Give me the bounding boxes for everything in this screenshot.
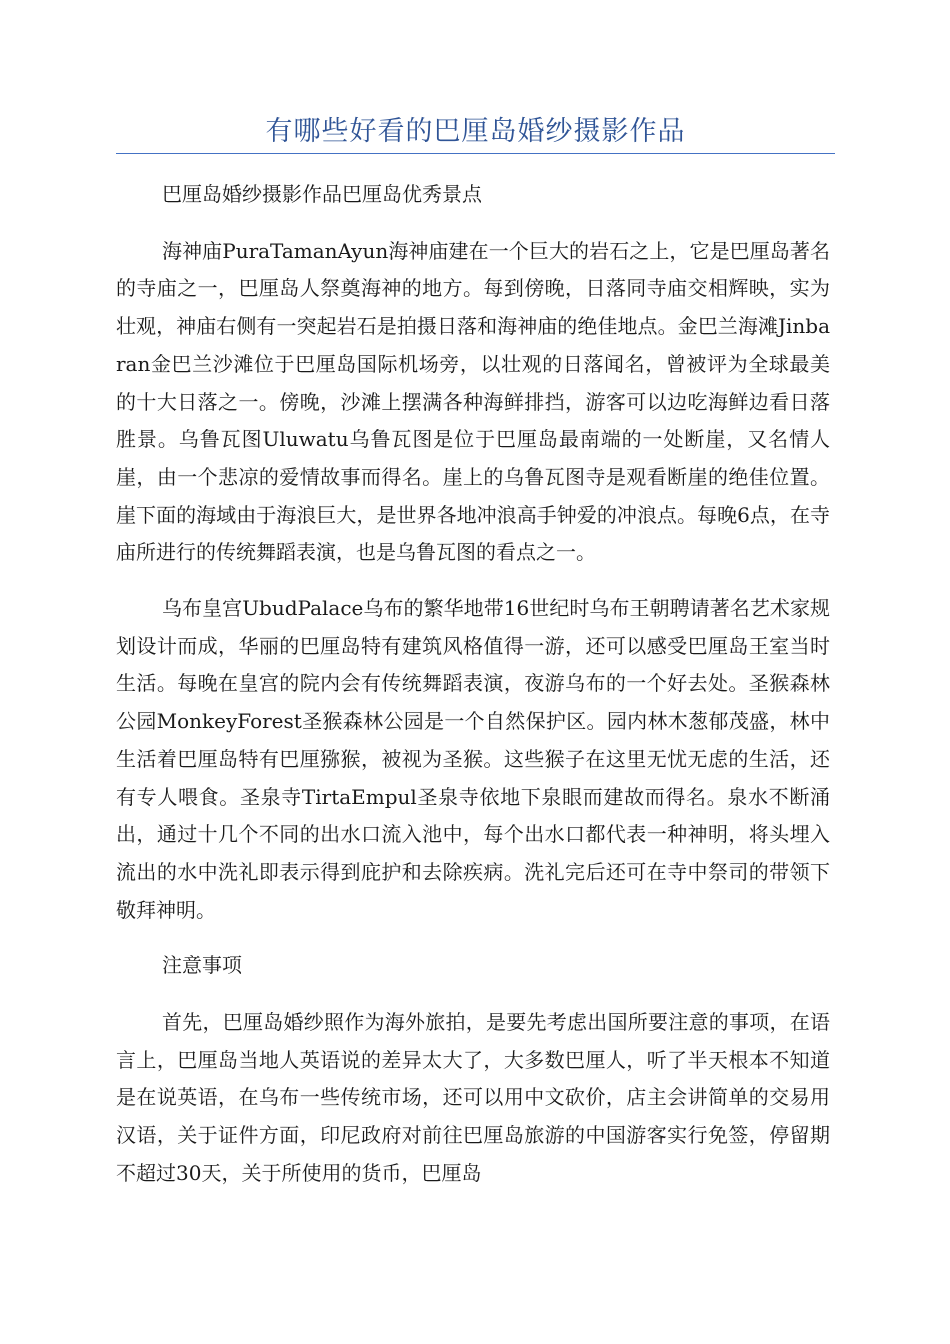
- section-heading-attractions: 巴厘岛婚纱摄影作品巴厘岛优秀景点: [162, 182, 482, 206]
- section-heading-notes: 注意事项: [162, 953, 242, 978]
- paragraph-notes-1: 首先，巴厘岛婚纱照作为海外旅拍，是要先考虑出国所要注意的事项，在语言上，巴厘岛当地人英语说的差异太大了，大多数巴厘人，听了半天根本不知道是在说英语，在乌布一些传统市场，还可以用中文砍价，店主会讲简单的交易用汉语，关于证件方面，印尼政府对前往巴厘岛旅游的中国游客实行免签，停留期不超过30天，关于所使用的货币，巴厘岛: [116, 1010, 830, 1185]
- paragraph-attractions-2: 乌布皇宫UbudPalace乌布的繁华地带16世纪时乌布王朝聘请著名艺术家规划设计而成，华丽的巴厘岛特有建筑风格值得一游，还可以感受巴厘岛王室当时生活。每晚在皇宫的院内会有传统舞蹈表演，夜游乌布的一个好去处。圣猴森林公园MonkeyForest圣猴森林公园是一个自然保护区。园内林木葱郁茂盛，林中生活着巴厘岛特有巴厘猕猴，被视为圣猴。这些猴子在这里无忧无虑的生活，还有专人喂食。圣泉寺TirtaEmpul圣泉寺依地下泉眼而建故而得名。泉水不断涌出，通过十几个不同的出水口流入池中，每个出水口都代表一种神明，将头埋入流出的水中洗礼即表示得到庇护和去除疾病。洗礼完后还可在寺中祭司的带领下敬拜神明。: [116, 596, 830, 922]
- paragraph-attractions-1: 海神庙PuraTamanAyun海神庙建在一个巨大的岩石之上，它是巴厘岛著名的寺庙之一，巴厘岛人祭奠海神的地方。每到傍晚，日落同寺庙交相辉映，实为壮观，神庙右侧有一突起岩石是拍摄日落和海神庙的绝佳地点。金巴兰海滩Jinbaran金巴兰沙滩位于巴厘岛国际机场旁，以壮观的日落闻名，曾被评为全球最美的十大日落之一。傍晚，沙滩上摆满各种海鲜排挡，游客可以边吃海鲜边看日落胜景。乌鲁瓦图Uluwatu乌鲁瓦图是位于巴厘岛最南端的一处断崖，又名情人崖，由一个悲凉的爱情故事而得名。崖上的乌鲁瓦图寺是观看断崖的绝佳位置。崖下面的海域由于海浪巨大，是世界各地冲浪高手钟爱的冲浪点。每晚6点，在寺庙所进行的传统舞蹈表演，也是乌鲁瓦图的看点之一。: [116, 238, 830, 565]
- document-body: [116, 176, 830, 1211]
- document-title: 有哪些好看的巴厘岛婚纱摄影作品: [265, 116, 686, 147]
- title-underline: [116, 153, 835, 154]
